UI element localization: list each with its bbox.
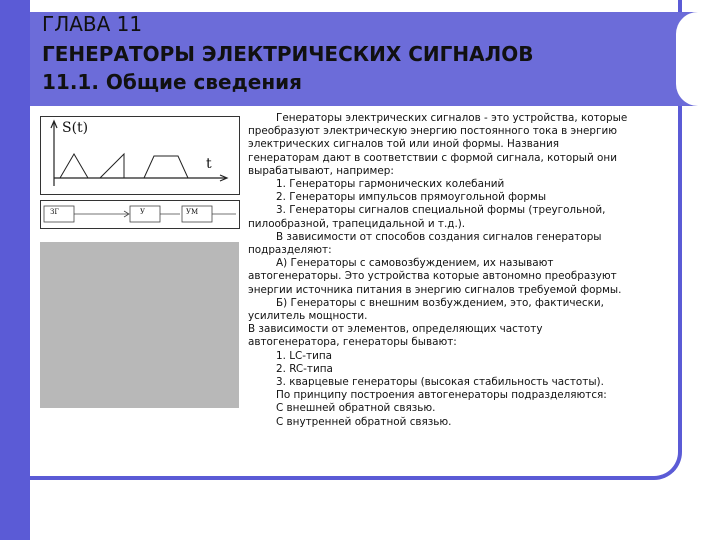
body-line: усилитель мощности. xyxy=(248,310,368,323)
body-line: 2. Генераторы импульсов прямоугольной формы xyxy=(276,191,547,204)
body-line: энергии источника питания в энергию сигналов требуемой формы. xyxy=(248,283,622,296)
body-line: В зависимости от элементов, определяющих частоту xyxy=(248,323,543,336)
body-line: В зависимости от способов создания сигналов генераторы xyxy=(276,230,602,243)
body-line: 3. Генераторы сигналов специальной формы (треугольной, xyxy=(276,204,606,217)
body-line: Генераторы электрических сигналов - это устройства, которые xyxy=(276,112,628,124)
block-label-2: У xyxy=(140,208,146,216)
body-line: С внутренней обратной связью. xyxy=(276,415,452,428)
body-line: пилообразной, трапецидальной и т.д.). xyxy=(248,217,466,230)
x-axis-label: t xyxy=(206,156,212,172)
body-line: 2. RC-типа xyxy=(276,362,333,375)
body-line: 1. Генераторы гармонических колебаний xyxy=(276,178,505,191)
block-label-3: УМ xyxy=(186,208,199,216)
body-line: вырабатывают, например: xyxy=(248,164,394,177)
page-title: ГЕНЕРАТОРЫ ЭЛЕКТРИЧЕСКИХ СИГНАЛОВ xyxy=(42,42,534,66)
body-line: Б) Генераторы с внешним возбуждением, это, фактически, xyxy=(276,296,604,309)
body-line: автогенераторы. Это устройства которые автономно преобразуют xyxy=(248,270,617,283)
body-line: По принципу построения автогенераторы подразделяются: xyxy=(276,389,607,402)
block-label-1: ЗГ xyxy=(50,208,59,216)
chapter-label: ГЛАВА 11 xyxy=(42,12,143,36)
body-line: генераторам дают в соответствии с формой сигнала, который они xyxy=(248,151,617,164)
body-text xyxy=(248,112,688,429)
image-placeholder xyxy=(40,242,239,408)
body-line: А) Генераторы с самовозбуждением, их называют xyxy=(276,257,554,270)
body-line: С внешней обратной связью. xyxy=(276,402,436,415)
body-line: подразделяют: xyxy=(248,244,332,257)
body-line: автогенератора, генераторы бывают: xyxy=(248,336,457,349)
section-title: 11.1. Общие сведения xyxy=(42,70,302,94)
y-axis-label: S(t) xyxy=(62,120,89,136)
body-line: 1. LC-типа xyxy=(276,349,332,362)
body-line: преобразуют электрическую энергию постоянного тока в энергию xyxy=(248,125,617,138)
body-line: электрических сигналов той или иной формы. Названия xyxy=(248,138,560,151)
body-line: 3. кварцевые генераторы (высокая стабильность частоты). xyxy=(276,376,604,389)
left-accent-band xyxy=(0,0,30,540)
